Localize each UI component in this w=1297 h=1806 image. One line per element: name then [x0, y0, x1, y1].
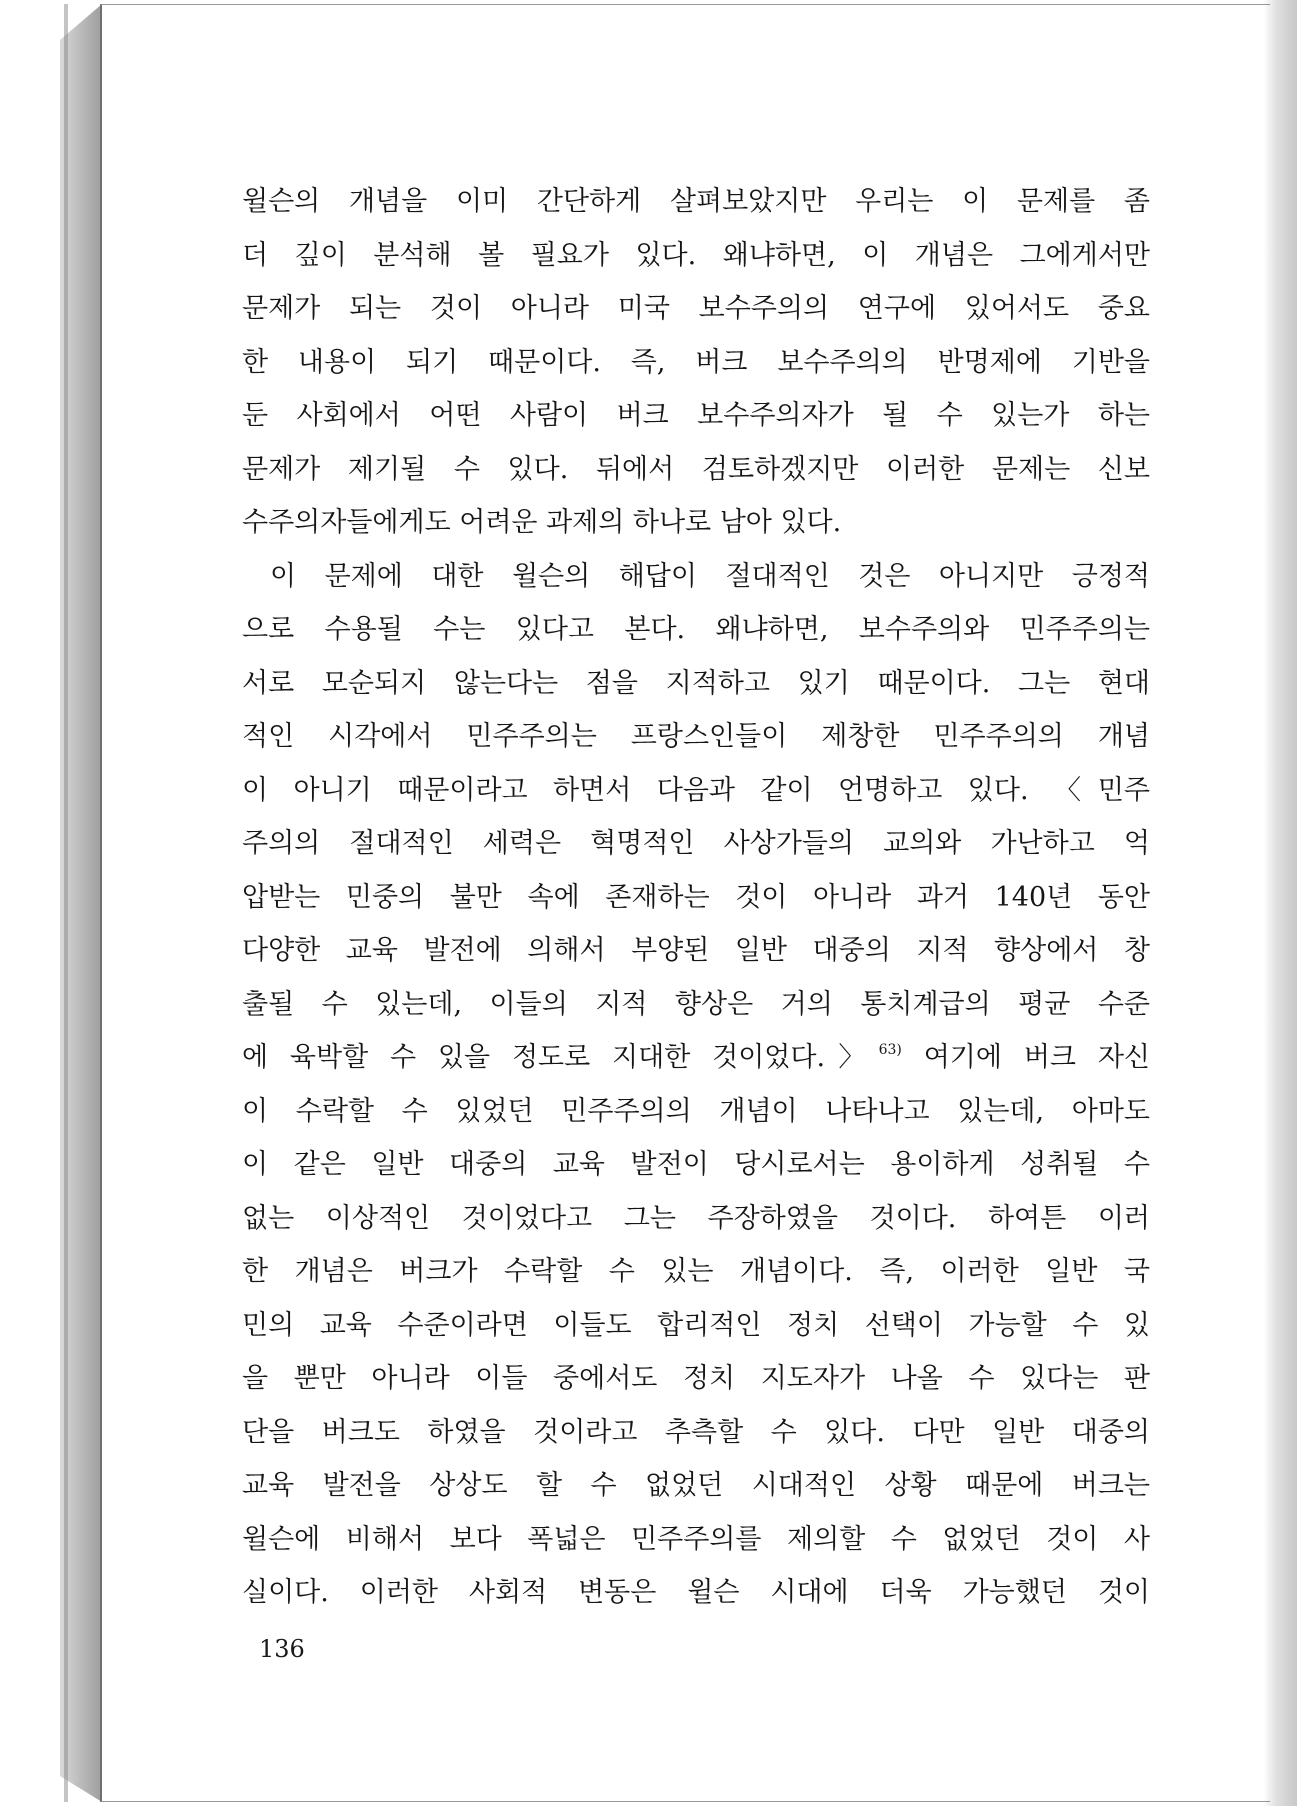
text-line: 서로 모순되지 않는다는 점을 지적하고 있기 때문이다. 그는 현대	[242, 667, 1150, 699]
book-edge-shadow	[64, 4, 68, 1802]
text-line: 이 문제에 대한 윌슨의 해답이 절대적인 것은 아니지만 긍정적	[270, 560, 1150, 592]
text-line: 적인 시각에서 민주주의는 프랑스인들이 제창한 민주주의의 개념	[242, 721, 1150, 752]
paragraph-2	[242, 550, 1150, 1620]
text-line: 이 수락할 수 있었던 민주주의의 개념이 나타나고 있는데, 아마도	[242, 1095, 1150, 1127]
text-line: 둔 사회에서 어떤 사람이 버크 보수주의자가 될 수 있는가 하는	[242, 400, 1150, 431]
text-line: 이 아니기 때문이라고 하면서 다음과 같이 언명하고 있다. 〈민주	[242, 774, 1150, 806]
text-line: 이 같은 일반 대중의 교육 발전이 당시로서는 용이하게 성취될 수	[242, 1149, 1150, 1180]
text-line: 윌슨에 비해서 보다 폭넓은 민주주의를 제의할 수 없었던 것이 사	[242, 1523, 1150, 1555]
text-line: 을 뿐만 아니라 이들 중에서도 정치 지도자가 나올 수 있다는 판	[242, 1363, 1150, 1394]
text-line: 주의의 절대적인 세력은 혁명적인 사상가들의 교의와 가난하고 억	[242, 828, 1150, 859]
text-line: 더 깊이 분석해 볼 필요가 있다. 왜냐하면, 이 개념은 그에게서만	[242, 239, 1150, 271]
text-line: 문제가 제기될 수 있다. 뒤에서 검토하겠지만 이러한 문제는 신보	[242, 453, 1150, 485]
text-line: 없는 이상적인 것이었다고 그는 주장하였을 것이다. 하여튼 이러	[242, 1202, 1150, 1234]
text-line: 윌슨의 개념을 이미 간단하게 살펴보았지만 우리는 이 문제를 좀	[242, 186, 1150, 217]
text-line: 한 개념은 버크가 수락할 수 있는 개념이다. 즉, 이러한 일반 국	[242, 1256, 1150, 1287]
page-shadow	[1263, 0, 1297, 1806]
text-line: 실이다. 이러한 사회적 변동은 윌슨 시대에 더욱 가능했던 것이	[242, 1577, 1150, 1608]
text-line: 출될 수 있는데, 이들의 지적 향상은 거의 통치계급의 평균 수준	[242, 988, 1150, 1020]
page-number: 136	[259, 1635, 305, 1663]
text-line: 교육 발전을 상상도 할 수 없었던 시대적인 상황 때문에 버크는	[242, 1470, 1150, 1501]
body-text	[242, 175, 1150, 1620]
text-line: 으로 수용될 수는 있다고 본다. 왜냐하면, 보수주의와 민주주의는	[242, 614, 1150, 645]
text-line: 문제가 되는 것이 아니라 미국 보수주의의 연구에 있어서도 중요	[242, 293, 1150, 324]
text-line: 한 내용이 되기 때문이다. 즉, 버크 보수주의의 반명제에 기반을	[242, 346, 1150, 378]
text-line: 수주의자들에게도 어려운 과제의 하나로 남아 있다.	[242, 507, 842, 538]
text-line: 압받는 민중의 불만 속에 존재하는 것이 아니라 과거 140년 동안	[242, 881, 1150, 913]
paragraph-1	[242, 175, 1150, 550]
footnote-reference: 63)	[878, 1042, 902, 1058]
book-page	[100, 4, 1270, 1802]
text-line: 다양한 교육 발전에 의해서 부양된 일반 대중의 지적 향상에서 창	[242, 935, 1150, 966]
text-segment: 여기에 버크 자신	[901, 1042, 1150, 1073]
text-line: 단을 버크도 하였을 것이라고 추측할 수 있다. 다만 일반 대중의	[242, 1416, 1150, 1448]
text-line: 민의 교육 수준이라면 이들도 합리적인 정치 선택이 가능할 수 있	[242, 1309, 1150, 1341]
text-line-with-footnote	[242, 1031, 1150, 1085]
text-segment: 에 육박할 수 있을 정도로 지대한 것이었다.〉	[242, 1042, 879, 1073]
